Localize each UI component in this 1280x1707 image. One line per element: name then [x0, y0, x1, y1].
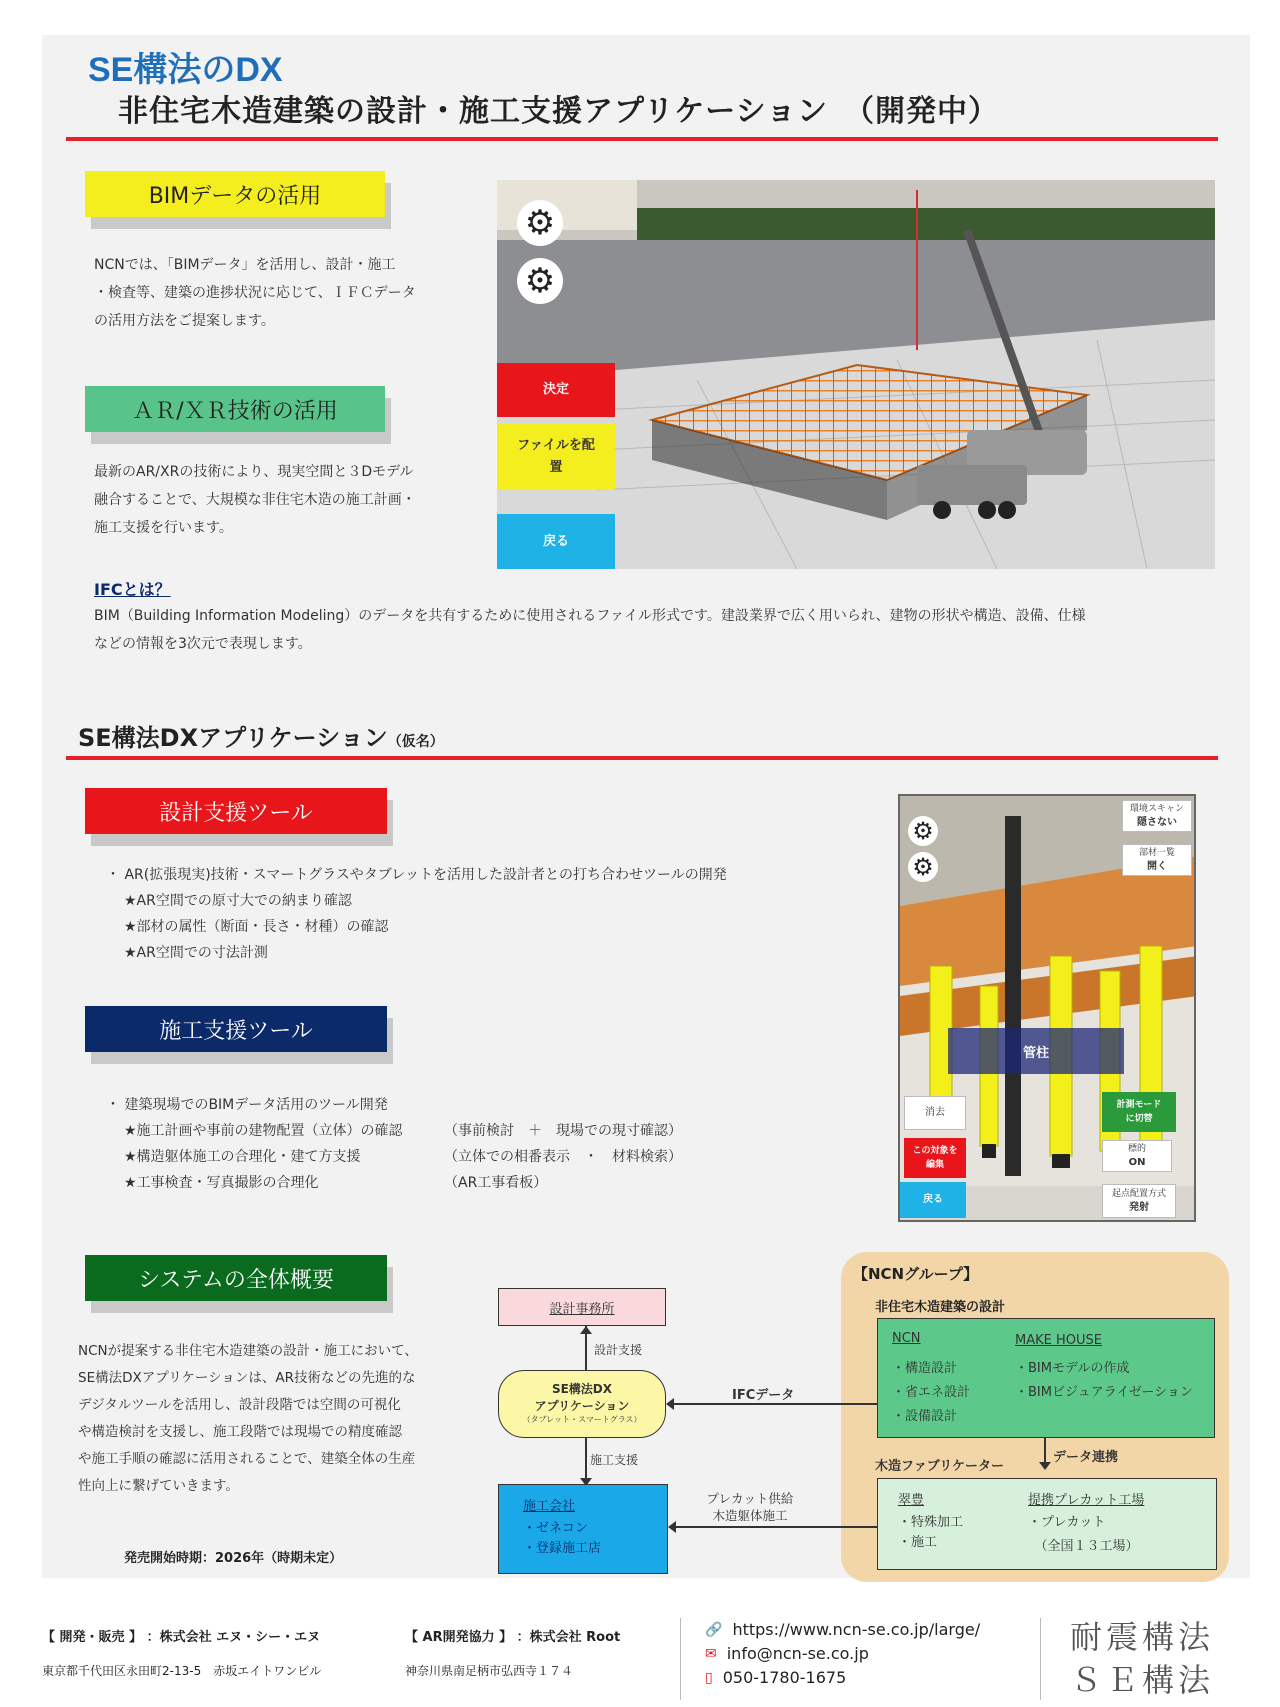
ifc-data-arrow [668, 1403, 877, 1405]
tag-bim: BIMデータの活用 [85, 171, 385, 217]
fabricator-title: 木造ファブリケーター [875, 1459, 1004, 1474]
phone-icon: ▯ [705, 1669, 713, 1686]
list-item: ★AR空間での原寸大での納まり確認 [124, 893, 352, 909]
contractor-items: ・ゼネコン ・登録施工店 [523, 1521, 602, 1556]
list-item: ★構造躯体施工の合理化・建て方支援 （立体での相番表示 ・ 材料検索） [124, 1149, 682, 1165]
ifc-heading: IFCとは？ [94, 580, 171, 599]
settings-gear-icon-2[interactable]: ⚙ [908, 852, 938, 882]
settings-gear-icon[interactable]: ⚙ [517, 200, 563, 246]
ncn-title: NCN [892, 1331, 921, 1346]
email-link[interactable]: ✉ info@ncn-se.co.jp [705, 1644, 869, 1663]
makehouse-items: ・BIMモデルの作成 ・BIMビジュアライゼーション [1015, 1361, 1193, 1400]
tag-ar: ＡＲ/ＸＲ技術の活用 [85, 386, 385, 432]
footer-divider-2 [1040, 1618, 1041, 1700]
design-office-box: 設計事務所 [498, 1288, 666, 1326]
marker-toggle-button[interactable]: 標的 ON [1102, 1140, 1172, 1172]
tag-design-support: 設計支援ツール [85, 788, 387, 834]
data-link-arrowhead [1039, 1462, 1051, 1470]
settings-gear-icon[interactable]: ⚙ [908, 816, 938, 846]
delete-button[interactable]: 消去 [904, 1096, 966, 1130]
precut-factory-items: ・プレカット （全国１３工場） [1028, 1515, 1139, 1554]
construction-support-list [106, 1092, 866, 1196]
list-item: ★施工計画や事前の建物配置（立体）の確認 （事前検討 ＋ 現場での現寸確認） [124, 1123, 682, 1139]
bim-description: NCNでは、「BIMデータ」を活用し、設計・施工 ・検査等、建築の進捗状況に応じて、ＩＦＣデータ の活用方法をご提案します。 [94, 257, 416, 329]
header-divider [66, 137, 1218, 141]
brand-logo-line1: 耐震構法 [1070, 1618, 1215, 1656]
ar-description: 最新のAR/XRの技術により、現実空間と３Dモデル 融合することで、大規模な非住宅木造の施工計画・ 施工支援を行います。 [94, 464, 416, 536]
precut-arrowhead [668, 1521, 676, 1533]
edit-target-button[interactable]: この対象を 編集 [904, 1138, 966, 1178]
list-item: ★工事検査・写真撮影の合理化 （AR工事看板） [124, 1175, 548, 1191]
list-item: ★部材の属性（断面・長さ・材種）の確認 [124, 919, 389, 935]
page-subtitle: 非住宅木造建築の設計・施工支援アプリケーション （開発中） [118, 94, 999, 129]
contractor-box [498, 1484, 668, 1574]
developer-address: 東京都千代田区永田町2-13-5 赤坂エイトワンビル [42, 1664, 322, 1678]
brand-logo-line2: ＳＥ構法 [1070, 1661, 1215, 1699]
nonres-design-box [877, 1318, 1215, 1438]
suiryo-items: ・特殊加工 ・施工 [898, 1515, 964, 1550]
precut-arrow [670, 1526, 877, 1528]
link-icon: 🔗 [705, 1621, 723, 1638]
nonres-design-title: 非住宅木造建築の設計 [875, 1300, 1006, 1315]
overview-description: NCNが提案する非住宅木造建築の設計・施工において、 SE構法DXアプリケーションは、AR技術などの先進的な デジタルツールを活用し、設計段階では空間の可視化 や構造検討を支援し、施工段階では現場での精度確認 や施工手順の確認に活用されることで、建築全体の生産 性向上に繋げていきます。 [78, 1343, 418, 1494]
ncn-group-title: 【NCNグループ】 [853, 1265, 979, 1283]
tag-construction-support: 施工支援ツール [85, 1006, 387, 1052]
page-title: SE構法のDX [88, 51, 283, 89]
ifc-data-arrowhead [666, 1398, 674, 1410]
precut-factory-title: 提携プレカット工場 [1028, 1493, 1145, 1508]
precut-supply-label: プレカット供給 木造躯体施工 [706, 1491, 794, 1523]
website-link[interactable]: 🔗 https://www.ncn-se.co.jp/large/ [705, 1620, 981, 1639]
design-support-list [106, 862, 866, 966]
back-button[interactable]: 戻る [497, 514, 615, 569]
developer-label: 【 開発・販売 】 ：株式会社 エヌ・シー・エヌ [42, 1630, 321, 1645]
footer-divider [680, 1618, 681, 1700]
member-label: 管柱 [948, 1028, 1124, 1074]
measure-mode-button[interactable]: 計測モード に切替 [1102, 1092, 1176, 1132]
tablet-app-screenshot [898, 794, 1196, 1222]
mail-icon: ✉ [705, 1645, 717, 1662]
section-app-title: SE構法DXアプリケーション（仮名） [78, 724, 444, 752]
release-date: 発売開始時期：2026年（時期未定） [124, 1551, 343, 1566]
origin-fire-button[interactable]: 起点配置方式 発射 [1102, 1184, 1176, 1218]
contractor-title: 施工会社 [523, 1499, 576, 1514]
construct-support-arrow [585, 1438, 587, 1482]
settings-gear-icon-2[interactable]: ⚙ [517, 258, 563, 304]
design-support-label: 設計支援 [594, 1343, 643, 1357]
fabricator-box [877, 1478, 1217, 1570]
design-support-arrowhead [580, 1326, 592, 1334]
ar-partner-address: 神奈川県南足柄市弘西寺１７４ [405, 1664, 574, 1678]
ifc-description: BIM（Building Information Modeling）のデータを共有するために使用されるファイル形式です。建設業界で広く用いられ、建物の形状や構造、設備、仕様 などの情報を3次元で表現します。 [94, 608, 1086, 652]
tag-system-overview: システムの全体概要 [85, 1255, 387, 1301]
place-file-button[interactable]: ファイルを配置 [497, 424, 615, 490]
list-item: ★AR空間での寸法計測 [124, 945, 268, 961]
app-box: SE構法DX アプリケーション （タブレット・スマートグラス） [498, 1370, 666, 1438]
makehouse-title: MAKE HOUSE [1015, 1333, 1102, 1348]
ar-partner-label: 【 AR開発協力 】 ：株式会社 Root [405, 1630, 621, 1645]
list-item: ・ 建築現場でのBIMデータ活用のツール開発 [106, 1097, 388, 1113]
decide-button[interactable]: 決定 [497, 363, 615, 417]
phone-number[interactable]: ▯ 050-1780-1675 [705, 1668, 847, 1687]
construct-support-label: 施工支援 [590, 1453, 639, 1467]
data-link-arrow [1044, 1438, 1046, 1464]
ifc-data-label: IFCデータ [732, 1388, 795, 1403]
suiryo-title: 翠豊 [898, 1493, 925, 1508]
back-button[interactable]: 戻る [900, 1182, 966, 1218]
ncn-items: ・構造設計 ・省エネ設計 ・設備設計 [892, 1361, 971, 1424]
parts-list-button[interactable]: 部材一覧 開く [1122, 844, 1192, 876]
section-divider [66, 756, 1218, 760]
scan-toggle-button[interactable]: 環境スキャン 隠さない [1122, 800, 1192, 832]
ar-app-screenshot [497, 180, 1215, 569]
list-item: ・ AR(拡張現実)技術・スマートグラスやタブレットを活用した設計者との打ち合わせツールの開発 [106, 867, 727, 883]
data-link-label: データ連携 [1053, 1450, 1119, 1465]
